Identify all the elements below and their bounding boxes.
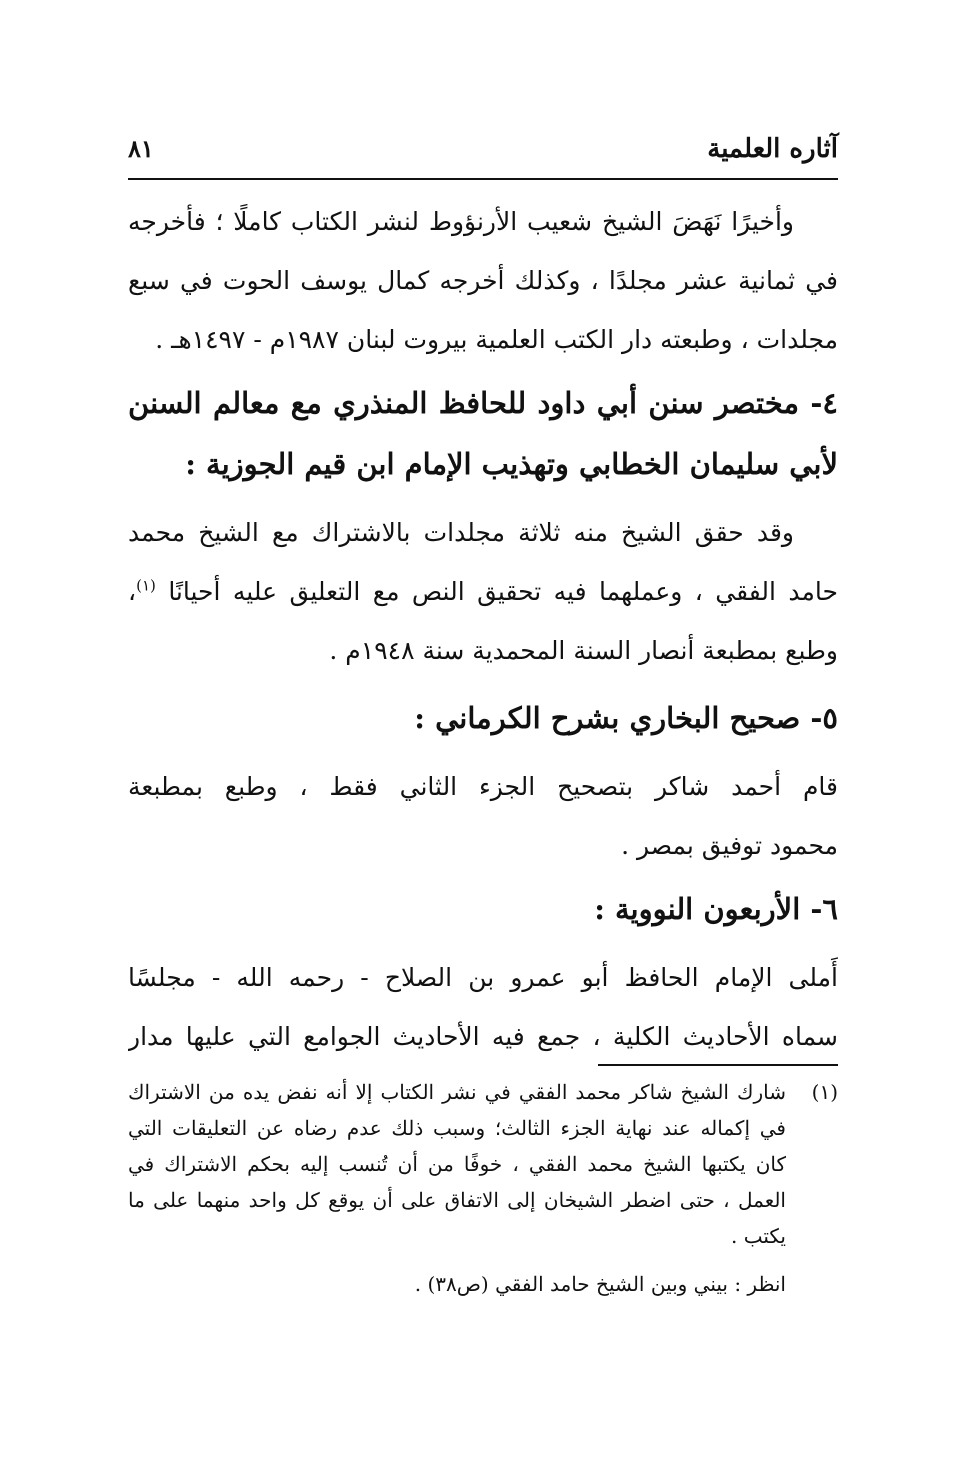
section-heading-6: ٦- الأربعون النووية : bbox=[594, 892, 838, 926]
page-number: ٨١ bbox=[128, 134, 154, 163]
text-segment: ، bbox=[128, 577, 137, 606]
paragraph-1 bbox=[128, 192, 838, 369]
footnote-see-also: انظر : بيني وبين الشيخ حامد الفقي (ص٣٨) . bbox=[414, 1272, 786, 1296]
text-line: أَملى الإمام الحافظ أبو عمرو بن الصلاح - رحمه الله - مجلسًا bbox=[128, 963, 838, 992]
heading-line: لأبي سليمان الخطابي وتهذيب الإمام ابن قيم الجوزية : bbox=[185, 447, 838, 481]
text-segment: حامد الفقي ، وعملهما فيه تحقيق النص مع التعليق عليه أحيانًا bbox=[168, 577, 838, 606]
text-line bbox=[128, 562, 838, 621]
footnote-line: كان يكتبها الشيخ محمد الفقي ، خوفًا من أن تُنسب إليه بحكم الاشتراك في bbox=[128, 1152, 786, 1176]
footnote-1 bbox=[128, 1074, 838, 1254]
page-header bbox=[128, 128, 838, 178]
footnote-line: في إكماله عند نهاية الجزء الثالث؛ وسبب ذلك عدم رضاه عن التعليقات التي bbox=[128, 1116, 786, 1140]
text-line: سماه الأحاديث الكلية ، جمع فيه الأحاديث الجوامع التي عليها مدار bbox=[128, 1022, 838, 1051]
text-line: مجلدات ، وطبعته دار الكتب العلمية بيروت لبنان ١٩٨٧م - ١٤٩٧هـ . bbox=[155, 325, 838, 354]
paragraph-4 bbox=[128, 948, 838, 1066]
paragraph-3 bbox=[128, 757, 838, 875]
text-line: وطبع بمطبعة أنصار السنة المحمدية سنة ١٩٤٨م . bbox=[329, 636, 838, 665]
footnote-reference[interactable]: (١) bbox=[136, 576, 156, 595]
header-rule bbox=[128, 178, 838, 180]
section-heading-4 bbox=[128, 373, 838, 495]
text-line: في ثمانية عشر مجلدًا ، وكذلك أخرجه كمال يوسف الحوت في سبع bbox=[128, 266, 838, 295]
footnote-line: العمل ، حتى اضطر الشيخان إلى الاتفاق على أن يوقع كل واحد منهما على ما bbox=[128, 1188, 786, 1212]
paragraph-2 bbox=[128, 503, 838, 680]
running-title: آثاره العلمية bbox=[707, 134, 838, 164]
footnote-line: يكتب . bbox=[731, 1224, 786, 1248]
footnote-separator bbox=[598, 1064, 838, 1066]
heading-line: ٤- مختصر سنن أبي داود للحافظ المنذري مع معالم السنن bbox=[128, 386, 838, 420]
footnote-number: (١) bbox=[811, 1080, 838, 1104]
text-line: محمود توفيق بمصر . bbox=[621, 831, 838, 860]
text-line: وقد حقق الشيخ منه ثلاثة مجلدات بالاشتراك مع الشيخ محمد bbox=[128, 518, 794, 547]
footnote-line: شارك الشيخ شاكر محمد الفقي في نشر الكتاب إلا أنه نفض يده من الاشتراك bbox=[128, 1080, 786, 1104]
footnotes bbox=[128, 1074, 838, 1302]
text-line: وأخيرًا نَهَضَ الشيخ شعيب الأرنؤوط لنشر الكتاب كاملًا ؛ فأخرجه bbox=[128, 207, 794, 236]
text-line: قام أحمد شاكر بتصحيح الجزء الثاني فقط ، وطبع بمطبعة bbox=[128, 772, 838, 801]
section-heading-5: ٥- صحيح البخاري بشرح الكرماني : bbox=[414, 701, 838, 735]
main-text bbox=[128, 192, 838, 1066]
